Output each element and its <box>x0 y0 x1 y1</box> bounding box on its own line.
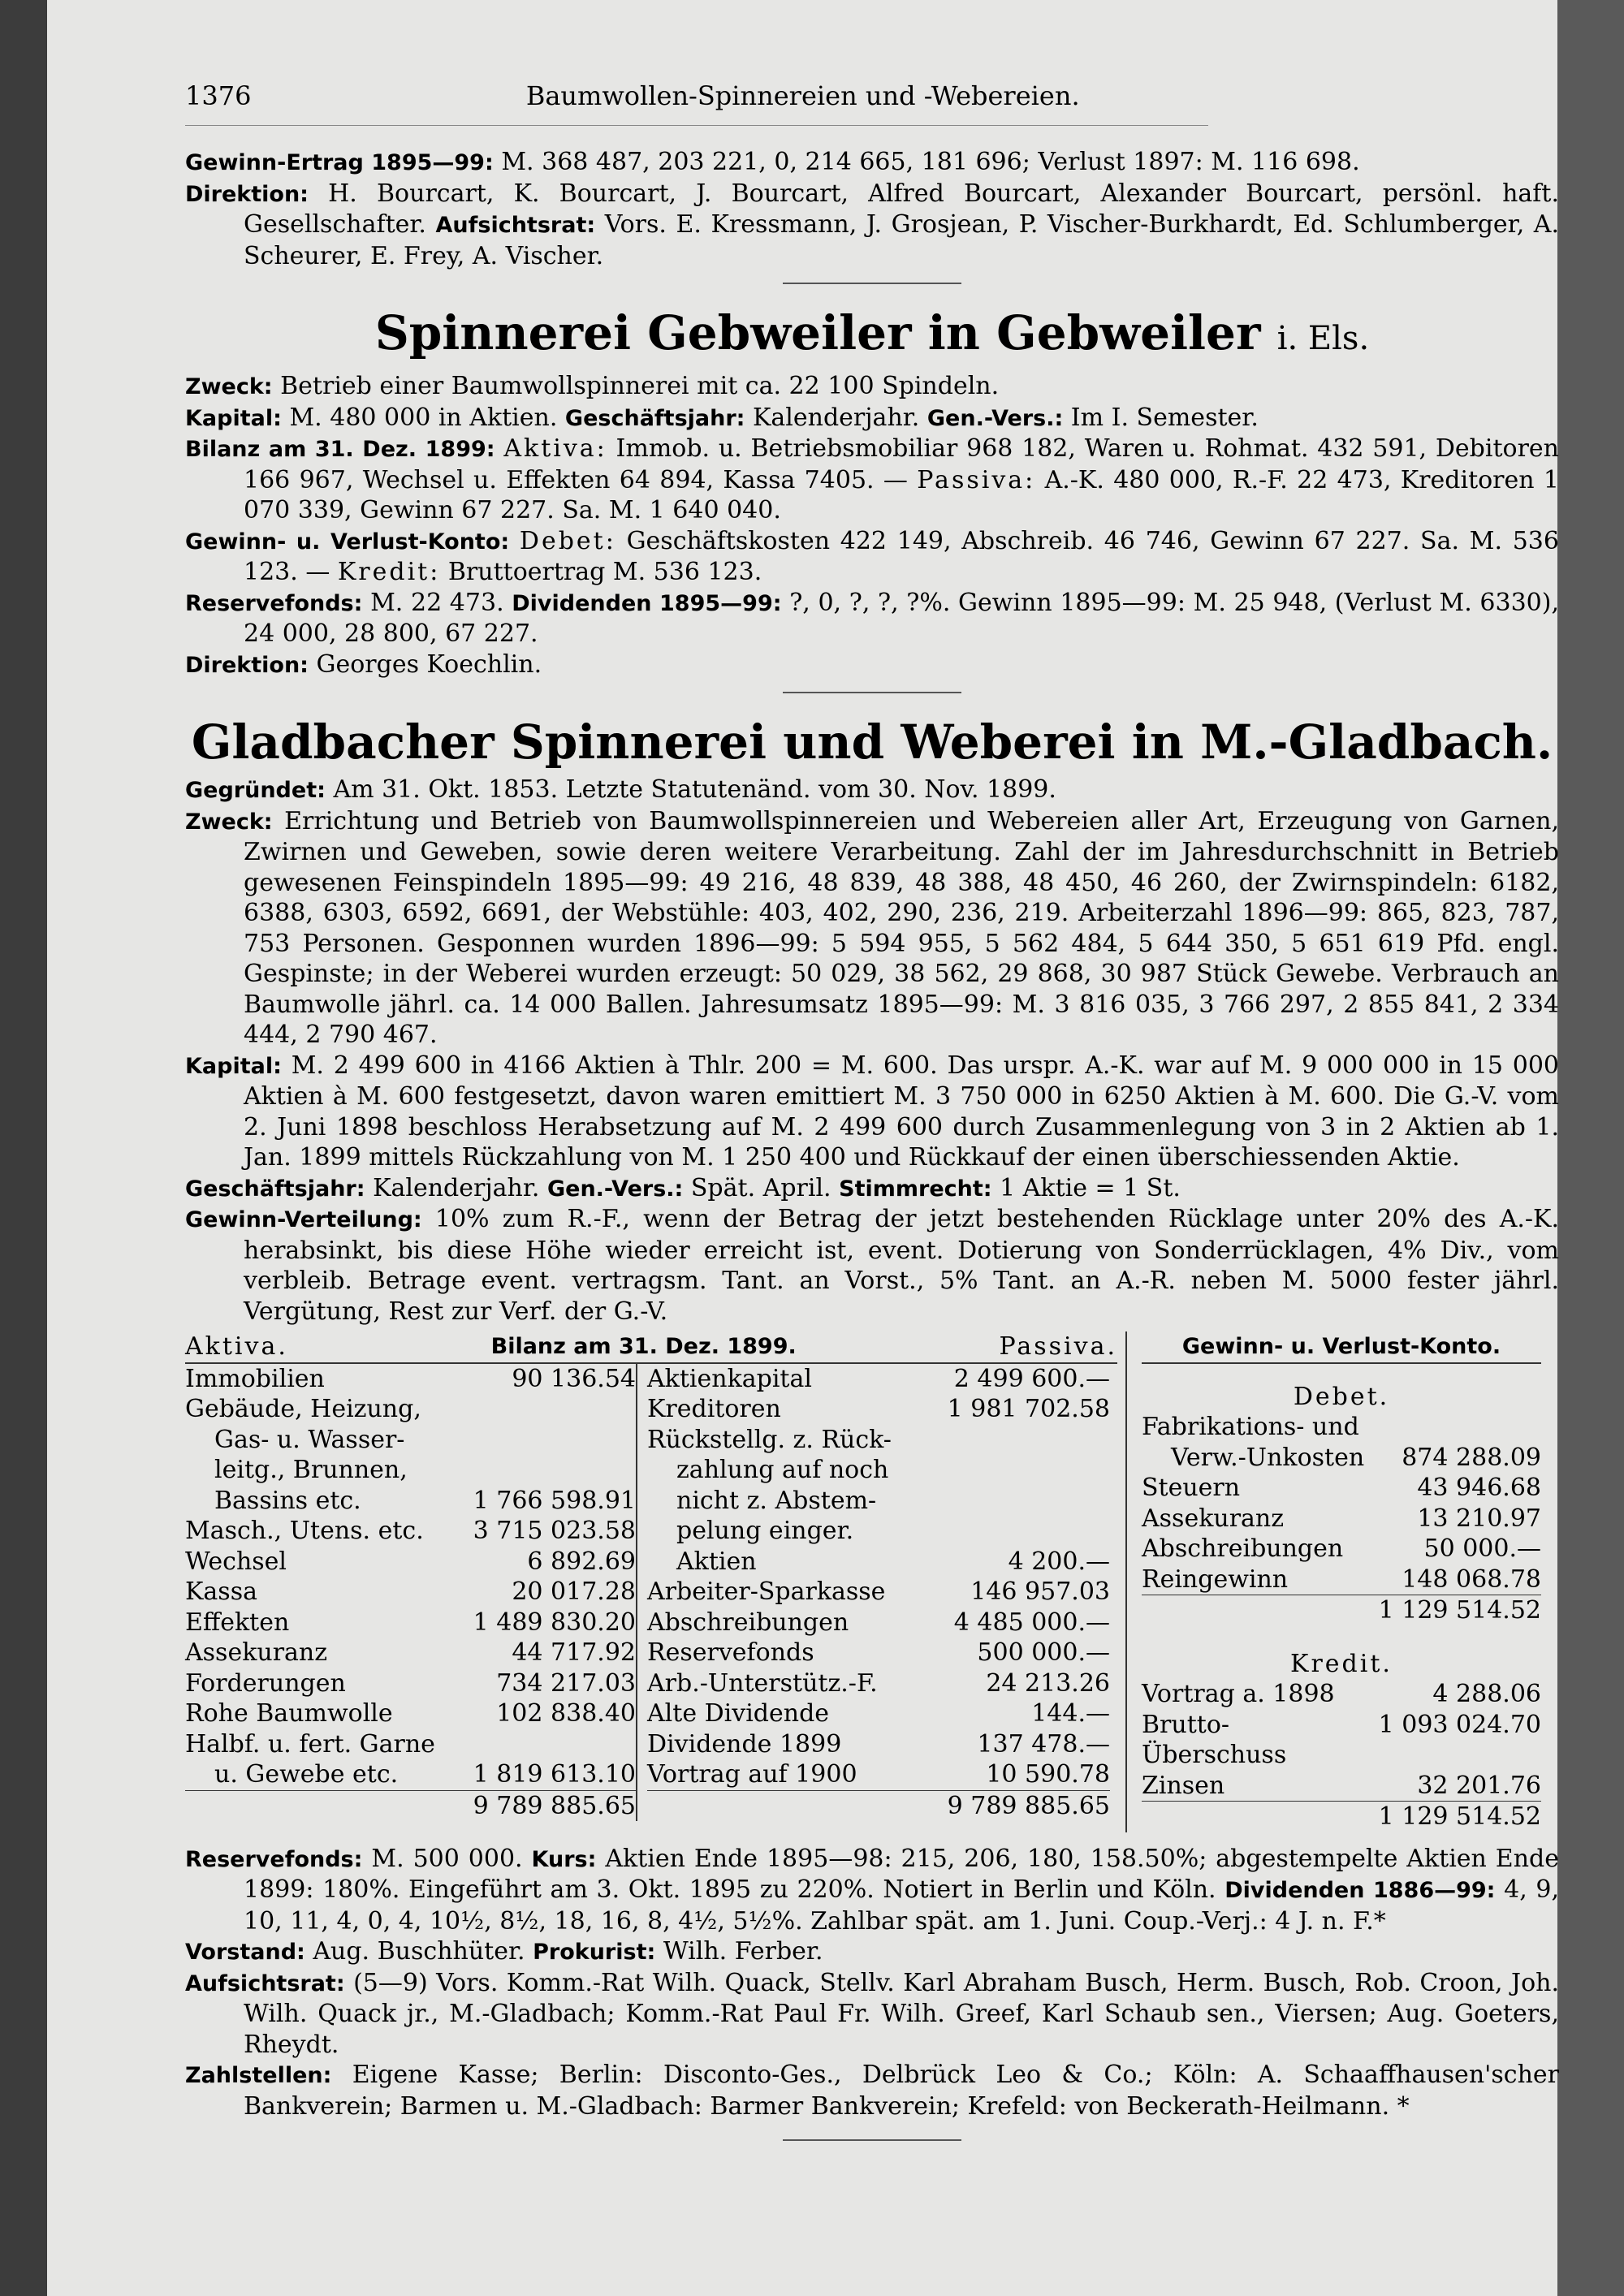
passiva-row <box>647 1455 1110 1486</box>
passiva-label: nicht z. Abstem- <box>676 1486 877 1515</box>
aktiva-label: Halbf. u. fert. Garne <box>185 1729 435 1759</box>
aktiva-row <box>185 1729 636 1760</box>
geb-bilanz: Bilanz am 31. Dez. 1899: Aktiva: Immob. u. Betriebsmobiliar 968 182, Waren u. Rohmat. 432 591, Debitoren 166 967, Wechsel u. Effekten 64 894, Kassa 7405. — Passiva: A.-K. 480 000, R.-F. 22 473, Kreditoren 1 070 339, Gewinn 67 227. Sa. M. 1 640 040. <box>185 434 1559 524</box>
passiva-value: 10 590.78 <box>986 1760 1110 1789</box>
aktiva-row <box>185 1425 636 1456</box>
aktiva-label: Bassins etc. <box>214 1486 361 1515</box>
aktiva-label: Gebäude, Heizung, <box>185 1395 421 1423</box>
scan-right-strip <box>1557 0 1624 2296</box>
glad-vorstand: Vorstand: Aug. Buschhüter. Prokurist: Wilh. Ferber. <box>185 1937 823 1966</box>
debet-row <box>1142 1534 1541 1564</box>
debet-label: Verw.-Unkosten <box>1171 1443 1365 1472</box>
bilanz-header: Aktiva. Bilanz am 31. Dez. 1899. Passiva. <box>185 1331 1117 1364</box>
passiva-row <box>647 1608 1110 1638</box>
kredit-label: Zinsen <box>1142 1771 1225 1800</box>
aktiva-label: Kassa <box>185 1577 257 1606</box>
passiva-value: 137 478.— <box>977 1729 1110 1759</box>
aktiva-label: Forderungen <box>185 1668 346 1698</box>
geb-direktion: Direktion: Georges Koechlin. <box>185 650 542 679</box>
passiva-row <box>647 1668 1110 1699</box>
passiva-value: 144.— <box>1031 1699 1110 1728</box>
section-title-gebweiler: Spinnerei Gebweiler in Gebweiler i. Els. <box>374 305 1370 360</box>
debet-row <box>1142 1473 1541 1504</box>
passiva-label: Dividende 1899 <box>647 1729 842 1759</box>
aktiva-row <box>185 1577 636 1608</box>
passiva-row <box>647 1516 1110 1547</box>
aktiva-value: 20 017.28 <box>512 1577 636 1606</box>
scan-left-margin <box>0 0 47 2296</box>
passiva-value: 500 000.— <box>977 1638 1110 1667</box>
kredit-row <box>1142 1771 1541 1802</box>
aktiva-row <box>185 1516 636 1547</box>
aktiva-row <box>185 1638 636 1668</box>
aktiva-total: 9 789 885.65 <box>185 1790 636 1822</box>
kredit-row <box>1142 1679 1541 1710</box>
debet-value: 874 288.09 <box>1402 1443 1541 1472</box>
passiva-label: Aktienkapital <box>647 1364 812 1393</box>
aktiva-list <box>185 1364 636 1822</box>
passiva-value: 4 485 000.— <box>953 1608 1110 1637</box>
kredit-value: 32 201.76 <box>1417 1771 1541 1800</box>
passiva-value: 146 957.03 <box>970 1577 1110 1606</box>
prev-gewinn-ertrag: Gewinn-Ertrag 1895—99: M. 368 487, 203 221, 0, 214 665, 181 696; Verlust 1897: M. 116 698. <box>185 148 1360 176</box>
passiva-value: 1 981 702.58 <box>947 1395 1110 1423</box>
passiva-row <box>647 1638 1110 1668</box>
aktiva-label: Effekten <box>185 1608 290 1637</box>
aktiva-label: Assekuranz <box>185 1638 328 1667</box>
debet-total: 1 129 514.52 <box>1142 1595 1541 1626</box>
passiva-label: Arb.-Unterstütz.-F. <box>647 1668 878 1698</box>
debet-value: 13 210.97 <box>1417 1504 1541 1533</box>
passiva-label: Reservefonds <box>647 1638 814 1667</box>
debet-row <box>1142 1443 1541 1474</box>
geb-reservefonds: Reservefonds: M. 22 473. Dividenden 1895—99: ?, 0, ?, ?, ?%. Gewinn 1895—99: M. 25 948, (Verlust M. 6330), 24 000, 28 800, 67 227. <box>185 588 1559 648</box>
glad-zweck: Zweck: Errichtung und Betrieb von Baumwollspinnereien und Webereien aller Art, Erzeugung von Garnen, Zwirnen und Geweben, sowie deren weitere Verarbeitung. Zahl der im Jahresdurchschnitt in Betrieb gewesenen Feinspindeln 1895—99: 49 216, 48 839, 48 388, 48 450, 46 260, der Zwirnspindeln: 6182, 6388, 6303, 6592, 6691, der Webstühle: 403, 402, 290, 236, 219. Arbeiterzahl 1896—99: 865, 823, 787, 753 Personen. Gesponnen wurden 1896—99: 5 594 955, 5 562 484, 5 644 350, 5 651 619 Pfd. engl. Gespinste; in der Weberei wurden erzeugt: 50 029, 38 562, 29 868, 30 987 Stück Gewebe. Verbrauch an Baumwolle jährl. ca. 14 000 Ballen. Jahresumsatz 1895—99: M. 3 816 035, 3 766 297, 2 855 841, 2 334 444, 2 790 467. <box>185 806 1559 1049</box>
aktiva-row <box>185 1759 636 1790</box>
debet-label: Steuern <box>1142 1474 1241 1502</box>
gewinn-verlust-column <box>1126 1331 1541 1832</box>
passiva-row <box>647 1729 1110 1760</box>
passiva-label: Arbeiter-Sparkasse <box>647 1577 886 1606</box>
aktiva-value: 102 838.40 <box>496 1699 636 1728</box>
bilanz-column <box>185 1331 1126 1832</box>
aktiva-row <box>185 1364 636 1395</box>
passiva-label: Alte Dividende <box>647 1699 830 1728</box>
glad-gegruendet: Gegründet: Am 31. Okt. 1853. Letzte Statutenänd. vom 30. Nov. 1899. <box>185 775 1056 804</box>
aktiva-label: Gas- u. Wasser- <box>214 1425 405 1454</box>
passiva-total: 9 789 885.65 <box>647 1790 1110 1822</box>
glad-geschaeftsjahr: Geschäftsjahr: Kalenderjahr. Gen.-Vers.: Spät. April. Stimmrecht: 1 Aktie = 1 St. <box>185 1173 1181 1202</box>
aktiva-value: 1 489 830.20 <box>473 1608 636 1637</box>
section-title-gladbach: Gladbacher Spinnerei und Weberei in M.-Gladbach. <box>191 714 1553 770</box>
debet-row <box>1142 1412 1541 1443</box>
running-title: Baumwollen-Spinnereien und -Webereien. <box>525 80 1080 111</box>
debet-label: Reingewinn <box>1142 1564 1289 1594</box>
page-content <box>185 78 1559 2141</box>
separator-rule <box>783 2139 961 2141</box>
passiva-label: Vortrag auf 1900 <box>647 1760 857 1789</box>
kredit-value: 1 093 024.70 <box>1378 1710 1541 1739</box>
aktiva-value: 44 717.92 <box>512 1638 636 1667</box>
glad-kapital: Kapital: M. 2 499 600 in 4166 Aktien à Thlr. 200 = M. 600. Das urspr. A.-K. war auf M. 9 000 000 in 15 000 Aktien à M. 600 festgesetzt, davon waren emittiert M. 3 750 000 in 6250 Aktien à M. 600. Die G.-V. vom 2. Juni 1898 beschloss Herabsetzung auf M. 2 499 600 durch Zusammenlegung von 3 in 2 Aktien ab 1. Jan. 1899 mittels Rückzahlung von M. 1 250 400 und Rückkauf der einen überschiessenden Aktie. <box>185 1051 1559 1172</box>
passiva-label: Aktien <box>676 1547 757 1576</box>
debet-label: Assekuranz <box>1142 1504 1285 1533</box>
debet-heading: Debet. <box>1293 1382 1390 1411</box>
passiva-label: pelung einger. <box>676 1517 854 1545</box>
aktiva-row <box>185 1608 636 1638</box>
aktiva-row <box>185 1547 636 1577</box>
aktiva-value: 734 217.03 <box>496 1668 636 1698</box>
debet-row <box>1142 1504 1541 1534</box>
debet-value: 148 068.78 <box>1402 1564 1541 1594</box>
aktiva-row <box>185 1394 636 1425</box>
passiva-row <box>647 1577 1110 1608</box>
kredit-total: 1 129 514.52 <box>1142 1801 1541 1832</box>
aktiva-label: Immobilien <box>185 1364 325 1393</box>
passiva-list <box>636 1364 1110 1822</box>
passiva-value: 24 213.26 <box>986 1668 1110 1698</box>
kredit-row <box>1142 1710 1541 1771</box>
passiva-row <box>647 1698 1110 1729</box>
passiva-value: 4 200.— <box>1008 1547 1110 1576</box>
aktiva-value: 6 892.69 <box>527 1547 636 1576</box>
glad-gewinn-verteilung: Gewinn-Verteilung: 10% zum R.-F., wenn der Betrag der jetzt bestehenden Rücklage unter 20% des A.-K. herabsinkt, bis diese Höhe wieder erreicht ist, event. Dotierung von Sonderrücklagen, 4% Div., vom verbleib. Betrage event. vertragsm. Tant. an Vorst., 5% Tant. an A.-R. neben M. 5000 fester jährl. Vergütung, Rest zur Verf. der G.-V. <box>185 1205 1559 1326</box>
glad-aufsichtsrat: Aufsichtsrat: (5—9) Vors. Komm.-Rat Wilh. Quack, Stellv. Karl Abraham Busch, Herm. Busch, Rob. Croon, Joh. Wilh. Quack jr., M.-Gladbach; Komm.-Rat Paul Fr. Wilh. Greef, Karl Schaub sen., Viersen; Aug. Goeters, Rheydt. <box>185 1968 1559 2059</box>
geb-kapital: Kapital: M. 480 000 in Aktien. Geschäftsjahr: Kalenderjahr. Gen.-Vers.: Im I. Semester. <box>185 403 1259 432</box>
aktiva-label: Masch., Utens. etc. <box>185 1517 424 1545</box>
running-header <box>185 78 1208 126</box>
gv-header: Gewinn- u. Verlust-Konto. <box>1142 1331 1541 1364</box>
passiva-row <box>647 1394 1110 1425</box>
geb-zweck: Zweck: Betrieb einer Baumwollspinnerei mit ca. 22 100 Spindeln. <box>185 372 1000 400</box>
passiva-value: 2 499 600.— <box>953 1364 1110 1393</box>
aktiva-label: Rohe Baumwolle <box>185 1699 393 1728</box>
kredit-value: 4 288.06 <box>1432 1680 1541 1708</box>
aktiva-label: u. Gewebe etc. <box>214 1760 399 1789</box>
aktiva-value: 1 819 613.10 <box>473 1760 636 1789</box>
glad-zahlstellen: Zahlstellen: Eigene Kasse; Berlin: Disconto-Ges., Delbrück Leo & Co.; Köln: A. Schaaffhausen'scher Bankverein; Barmen u. M.-Gladbach: Barmer Bankverein; Krefeld: von Beckerath-Heilmann. * <box>185 2061 1559 2121</box>
separator-rule <box>783 283 961 284</box>
debet-label: Fabrikations- und <box>1142 1413 1359 1441</box>
passiva-label: Abschreibungen <box>647 1608 849 1637</box>
aktiva-value: 90 136.54 <box>512 1364 636 1393</box>
debet-value: 43 946.68 <box>1417 1474 1541 1502</box>
prev-direktion: Direktion: H. Bourcart, K. Bourcart, J. Bourcart, Alfred Bourcart, Alexander Bourcart, persönl. haft. Gesellschafter. Aufsichtsrat: Vors. E. Kressmann, J. Grosjean, P. Vischer-Burkhardt, Ed. Schlumberger, A. Scheurer, E. Frey, A. Vischer. <box>185 179 1560 270</box>
passiva-row <box>647 1486 1110 1517</box>
glad-reservefonds: Reservefonds: M. 500 000. Kurs: Aktien Ende 1895—98: 215, 206, 180, 158.50%; abgestempelte Aktien Ende 1899: 180%. Eingeführt am 3. Okt. 1895 zu 220%. Notiert in Berlin und Köln. Dividenden 1886—99: 4, 9, 10, 11, 4, 0, 4, 10½, 8½, 18, 16, 8, 4½, 5½%. Zahlbar spät. am 1. Juni. Coup.-Verj.: 4 J. n. F.* <box>185 1844 1559 1936</box>
passiva-row <box>647 1547 1110 1577</box>
debet-row <box>1142 1564 1541 1595</box>
debet-label: Abschreibungen <box>1142 1534 1344 1563</box>
balance-sheet-table <box>185 1331 1541 1832</box>
aktiva-row <box>185 1668 636 1699</box>
passiva-label: Rückstellg. z. Rück- <box>647 1425 892 1454</box>
debet-value: 50 000.— <box>1423 1534 1541 1563</box>
page-number: 1376 <box>185 80 252 111</box>
passiva-label: Kreditoren <box>647 1395 781 1423</box>
aktiva-label: Wechsel <box>185 1547 287 1576</box>
passiva-row <box>647 1425 1110 1456</box>
geb-gewinn-verlust: Gewinn- u. Verlust-Konto: Debet: Geschäftskosten 422 149, Abschreib. 46 746, Gewinn 67 227. Sa. M. 536 123. — Kredit: Bruttoertrag M. 536 123. <box>185 526 1559 586</box>
aktiva-label: leitg., Brunnen, <box>214 1456 408 1484</box>
aktiva-row <box>185 1455 636 1486</box>
passiva-row <box>647 1759 1110 1790</box>
separator-rule <box>783 692 961 693</box>
aktiva-value: 1 766 598.91 <box>473 1486 636 1515</box>
passiva-label: zahlung auf noch <box>676 1456 889 1484</box>
kredit-label: Brutto-Überschuss <box>1142 1710 1287 1769</box>
aktiva-row <box>185 1698 636 1729</box>
aktiva-value: 3 715 023.58 <box>473 1517 636 1545</box>
kredit-heading: Kredit. <box>1290 1649 1393 1678</box>
passiva-row <box>647 1364 1110 1395</box>
aktiva-row <box>185 1486 636 1517</box>
kredit-label: Vortrag a. 1898 <box>1142 1680 1335 1708</box>
